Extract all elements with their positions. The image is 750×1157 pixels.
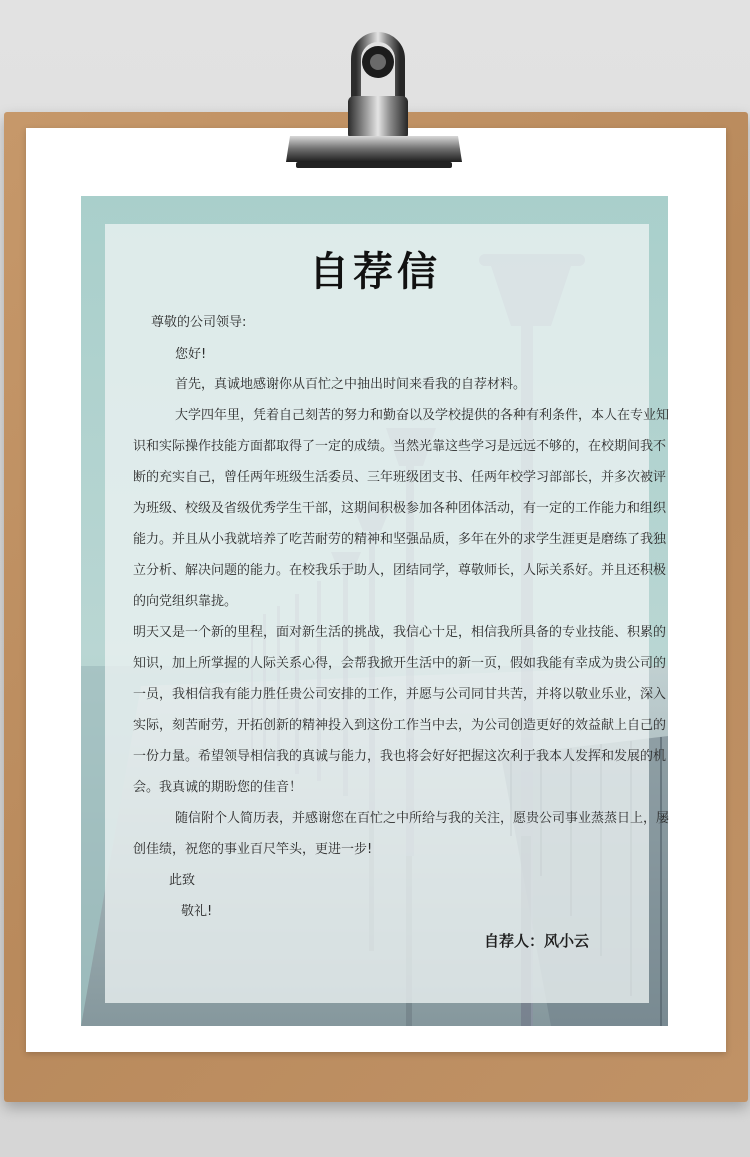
paragraph-2-line-5: 能力。并且从小我就培养了吃苦耐劳的精神和坚强品质，多年在外的求学生涯更是磨练了我独: [133, 532, 667, 547]
paragraph-3-line-5: 一份力量。希望领导相信我的真诚与能力，我也将会好好把握这次利于我本人发挥和发展的机: [133, 749, 667, 764]
paragraph-2-line-3: 断的充实自己，曾任两年班级生活委员、三年班级团支书、任两年校学习部部长，并多次被评: [133, 470, 667, 485]
paragraph-3-line-3: 一员，我相信我有能力胜任贵公司安排的工作，并愿与公司同甘共苦，并将以敬业乐业，深入: [133, 687, 667, 702]
binder-clip-icon: [286, 24, 462, 172]
paragraph-3-line-1: 明天又是一个新的里程，面对新生活的挑战，我信心十足，相信我所具备的专业技能、积累的: [133, 625, 667, 640]
paragraph-2-line-4: 为班级、校级及省级优秀学生干部，这期间积极参加各种团体活动，有一定的工作能力和组织: [133, 501, 667, 516]
letter-closing: 此致: [169, 873, 196, 888]
paragraph-2-line-1: 大学四年里，凭着自己刻苦的努力和勤奋以及学校提供的各种有利条件，本人在专业知: [175, 408, 670, 423]
paragraph-2-line-2: 识和实际操作技能方面都取得了一定的成绩。当然光靠这些学习是远远不够的，在校期间我不: [133, 439, 667, 454]
letter-title: 自荐信: [309, 248, 441, 295]
letter-regards: 敬礼!: [181, 904, 213, 919]
paragraph-3-line-4: 实际，刻苦耐劳，开拓创新的精神投入到这份工作当中去，为公司创造更好的效益献上自己的: [133, 718, 667, 733]
paragraph-2-line-7: 的向党组织靠拢。: [133, 594, 238, 609]
letter-salutation: 尊敬的公司领导:: [151, 315, 247, 330]
paragraph-3-line-6: 会。我真诚的期盼您的佳音！: [133, 780, 303, 795]
paragraph-2-line-6: 立分析、解决问题的能力。在校我乐于助人，团结同学，尊敬师长，人际关系好。并且还积极: [133, 563, 667, 578]
paragraph-4-line-2: 创佳绩，祝您的事业百尺竿头，更进一步!: [133, 842, 373, 857]
letter-signature: 自荐人：风小云: [484, 932, 590, 950]
paragraph-1-line-1: 首先，真诚地感谢你从百忙之中抽出时间来看我的自荐材料。: [175, 377, 527, 392]
paragraph-3-line-2: 知识，加上所掌握的人际关系心得，会帮我掀开生活中的新一页，假如我能有幸成为贵公司的: [133, 656, 667, 671]
letter-greeting: 您好!: [175, 347, 207, 362]
paragraph-4-line-1: 随信附个人简历表，并感谢您在百忙之中所给与我的关注，愿贵公司事业蒸蒸日上，屡: [175, 811, 670, 826]
